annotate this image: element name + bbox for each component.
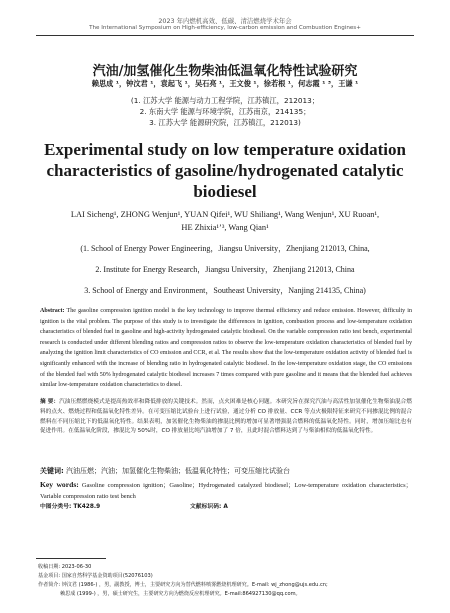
authors-cn: 赖思成 ¹，钟汶君 ¹，袁起飞 ¹，吴石亮 ¹，王文俊 ¹，徐若根 ¹，何志霞 ¹ ³，王谦 ¹	[91, 79, 359, 88]
keywords-cn-label: 关键词:	[40, 467, 64, 475]
affiliation-en-3: 3. School of Energy and Environment，Southeast University，Nanjing 214135, China)	[84, 286, 366, 295]
affiliation-en-1: (1. School of Energy Power Engineering，Jiangsu University，Zhenjiang 212013, China,	[80, 244, 370, 253]
footnote-divider	[36, 558, 106, 559]
keywords-cn	[40, 466, 412, 476]
abstract-cn-text: 汽油压燃燃烧模式是提高热效率和降低排放的关键技术。然而，点火困难是核心问题。本研究旨在探究汽油与高活性加氢催化生物柴油混合燃料的点火、燃烧过程和低温氧化特性差异。在可变压缩比试验台上进行试验，通过分析 CO 排放量、CCR 等点火极限特征来研究不同掺混比例的混合燃料在不同压缩比下的低温氧化特性。结果表明，加氢催化生物柴油的掺混比例的增加可显著增强混合燃料的低温氧化特性。同时，增加压缩比也有促进作用。在低温氧化阶段，掺混比为 50%时，CO 排放量比纯汽油增加了 7 倍，且此时混合燃料达到了与柴油相似的低温氧化特性。	[40, 399, 413, 435]
affiliation-cn-3: 3. 江苏大学 能源研究院，江苏镇江，212013)	[149, 118, 301, 127]
keywords-cn-text: 汽油压燃；汽油；加氢催化生物柴油；低温氧化特性；可变压缩比试验台	[63, 467, 291, 475]
footnote-author-1: 作者简介: 钟汶君 (1986-) ，男，副教授，博士，主要研究方向为替代燃料喷雾燃烧机理研究。E-mail: wj_zhong@ujs.edu.cn;	[38, 582, 328, 588]
classification	[40, 501, 412, 510]
footnote-fund: 基金项目: 国家自然科学基金资助项目(52076103)	[38, 573, 153, 579]
title-en-line-3: biodiesel	[193, 182, 257, 201]
title-en-line-2: characteristics of gasoline/hydrogenated catalytic	[46, 161, 404, 180]
affiliation-en-2: 2. Institute for Energy Research，Jiangsu University，Zhenjiang 212013, China	[95, 265, 355, 274]
footnote-author-2: 赖思成 (1999-) ，男，硕士研究生，主要研究方向为燃烧反应机理研究。E-mail:864927130@qq.com。	[60, 591, 301, 597]
title-en-line-1: Experimental study on low temperature oxidation	[44, 140, 406, 159]
abstract-cn-label: 摘 要：	[40, 399, 60, 405]
header-divider	[36, 35, 414, 36]
clc-number: 中图分类号: TK428.9	[40, 504, 101, 510]
authors-en-line-1: LAI Sicheng¹, ZHONG Wenjun¹, YUAN Qifei¹, WU Shiliang¹, Wang Wenjun¹, XU Ruoan¹,	[70, 210, 380, 219]
abstract-en-text: The gasoline compression ignition model is the key technology to improve thermal efficiency and reduce emission. However, difficulty in ignition is the vital problem. The purpose of this study is to investigate the differences in ignition, combustion process and low-temperature oxidation characteristics of blended fuel in gasoline and high-activity hydrogenated catalytic biodiesel. On the variable compression ratio test bench, experimental research is conducted under different blending ratios and compression ratios to observe the low-temperature oxidation characteristics of blended fuel by analyzing the ignition limit characteristics of CO emission and CCR, et al. The results show that the low-temperature oxidation activity of blended fuel is significantly enhanced with the increase of blending ratio in hydrogenated catalytic biodiesel. In the low-temperature oxidation stage, the CO emissions of the blended fuel with 50% hydrogenated catalytic biodiesel increases 7 times compared with pure gasoline and it means that the blended fuel achieves similar low-temperature oxidation characteristics to diesel.	[40, 308, 412, 389]
footnote-received: 收稿日期: 2023-06-30	[38, 564, 92, 570]
keywords-en-label: Key words:	[40, 480, 79, 489]
abstract-en	[40, 306, 412, 391]
affiliation-cn-2: 2. 东南大学 能源与环境学院，江苏南京，214135；	[139, 107, 311, 116]
abstract-en-label: Abstract:	[40, 308, 65, 314]
keywords-en-text: Gasoline compression ignition；Gasoline；Hydrogenated catalyzed biodiesel；Low-temperature oxidation characteristics；Variable compression ratio test bench	[40, 482, 412, 500]
title-cn: 汽油/加氢催化生物柴油低温氧化特性试验研究	[92, 64, 358, 79]
keywords-en	[40, 479, 412, 502]
authors-en-line-2: HE Zhixia¹ʼ³, Wang Qian¹	[181, 223, 269, 232]
running-header-cn: 2023 年内燃机高效、低碳、清洁燃烧学术年会	[158, 17, 292, 25]
abstract-cn	[40, 398, 412, 437]
document-code: 文献标识码: A	[190, 504, 228, 510]
affiliation-cn-1: (1. 江苏大学 能源与动力工程学院，江苏镇江，212013；	[130, 96, 320, 105]
running-header-en: The International Symposium on High-efficiency, low-carbon emission and Combustion Engines+	[89, 25, 361, 31]
